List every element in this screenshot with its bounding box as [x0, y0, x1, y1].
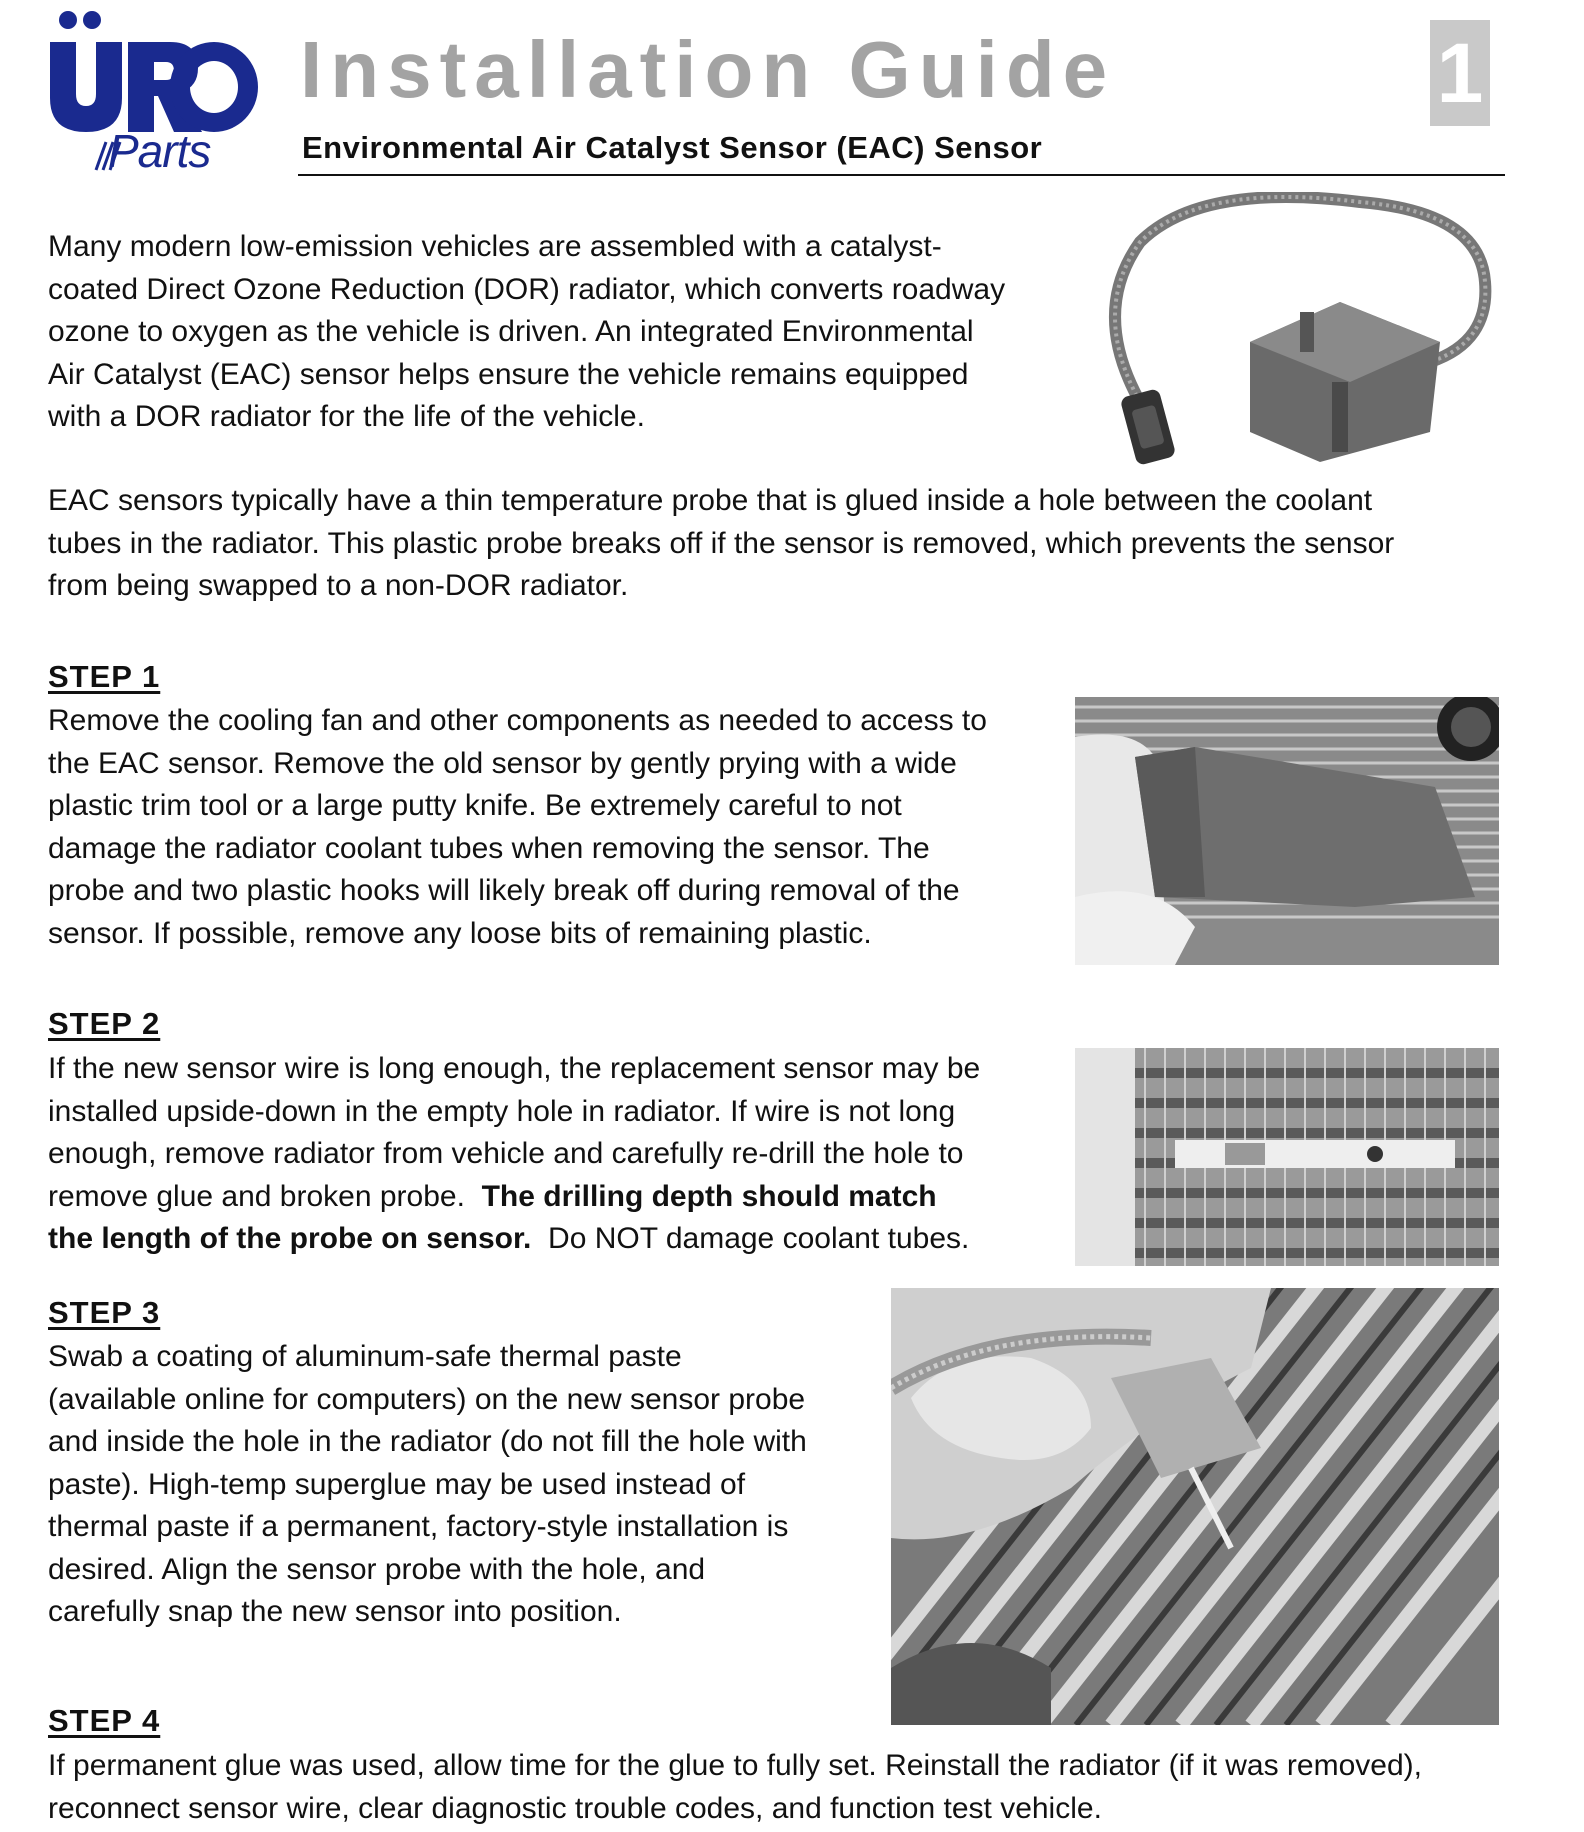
intro-paragraph-1 — [48, 226, 1098, 439]
text-line: and inside the hole in the radiator (do not fill the hole with — [48, 1425, 807, 1458]
text-line: with a DOR radiator for the life of the vehicle. — [48, 400, 645, 433]
text-line: Remove the cooling fan and other components as needed to access to — [48, 704, 987, 737]
intro-paragraph-2 — [48, 480, 1558, 608]
text-line: carefully snap the new sensor into position. — [48, 1595, 622, 1628]
step-2-heading: STEP 2 — [48, 1006, 161, 1041]
page-subtitle: Environmental Air Catalyst Sensor (EAC) Sensor — [302, 130, 1043, 165]
text-line: probe and two plastic hooks will likely break off during removal of the — [48, 874, 960, 907]
text-line: coated Direct Ozone Reduction (DOR) radiator, which converts roadway — [48, 272, 1006, 306]
step-4-body — [48, 1745, 1578, 1830]
uro-parts-logo — [48, 6, 258, 176]
step-2-body — [48, 1048, 1078, 1261]
text-line: ozone to oxygen as the vehicle is driven. An integrated Environmental — [48, 315, 974, 348]
text-line: sensor. If possible, remove any loose bits of remaining plastic. — [48, 916, 872, 950]
text-line: plastic trim tool or a large putty knife. Be extremely careful to not — [48, 789, 902, 822]
page-number-badge: 1 — [1430, 20, 1490, 126]
text-line-mixed — [48, 1176, 1078, 1219]
text-line: tubes in the radiator. This plastic probe breaks off if the sensor is removed, which prevents the sensor — [48, 526, 1395, 560]
text-line: (available online for computers) on the new sensor probe — [48, 1382, 806, 1416]
step-1-photo — [1075, 697, 1499, 965]
header-divider — [298, 174, 1505, 176]
text-line: paste). High-temp superglue may be used instead of — [48, 1467, 746, 1501]
eac-sensor-product-image — [1100, 192, 1500, 472]
step-1-heading: STEP 1 — [48, 659, 161, 694]
step-3-body — [48, 1336, 888, 1634]
step-1-body — [48, 700, 1078, 955]
text-line: damage the radiator coolant tubes when removing the sensor. The — [48, 831, 930, 865]
step-3-heading: STEP 3 — [48, 1295, 161, 1330]
step-2-line4-bold: The drilling depth should match — [481, 1179, 937, 1213]
text-line-mixed — [48, 1218, 1078, 1261]
step-2-line4-normal: remove glue and broken probe. — [48, 1179, 482, 1213]
text-line: reconnect sensor wire, clear diagnostic trouble codes, and function test vehicle. — [48, 1791, 1102, 1825]
text-line: enough, remove radiator from vehicle and carefully re-drill the hole to — [48, 1137, 964, 1170]
step-2-photo — [1075, 1048, 1499, 1266]
text-line: If permanent glue was used, allow time for the glue to fully set. Reinstall the radiator (if it was removed), — [48, 1749, 1422, 1782]
page-title: Installation Guide — [300, 25, 1116, 114]
text-line: the EAC sensor. Remove the old sensor by gently prying with a wide — [48, 746, 957, 780]
step-4-heading: STEP 4 — [48, 1703, 161, 1738]
text-line: If the new sensor wire is long enough, the replacement sensor may be — [48, 1052, 981, 1085]
text-line: from being swapped to a non-DOR radiator. — [48, 569, 629, 602]
step-2-line5-normal: Do NOT damage coolant tubes. — [531, 1222, 970, 1255]
text-line: Air Catalyst (EAC) sensor helps ensure the vehicle remains equipped — [48, 357, 969, 391]
text-line: desired. Align the sensor probe with the hole, and — [48, 1552, 706, 1586]
text-line: Many modern low-emission vehicles are assembled with a catalyst- — [48, 230, 942, 263]
text-line: installed upside-down in the empty hole in radiator. If wire is not long — [48, 1094, 956, 1128]
text-line: EAC sensors typically have a thin temperature probe that is glued inside a hole between the coolant — [48, 484, 1373, 517]
step-3-photo — [891, 1288, 1499, 1725]
text-line: Swab a coating of aluminum-safe thermal paste — [48, 1340, 682, 1373]
step-2-line5-bold: the length of the probe on sensor. — [48, 1222, 532, 1255]
text-line: thermal paste if a permanent, factory-style installation is — [48, 1510, 789, 1543]
logo-parts-text: Parts — [108, 125, 211, 177]
